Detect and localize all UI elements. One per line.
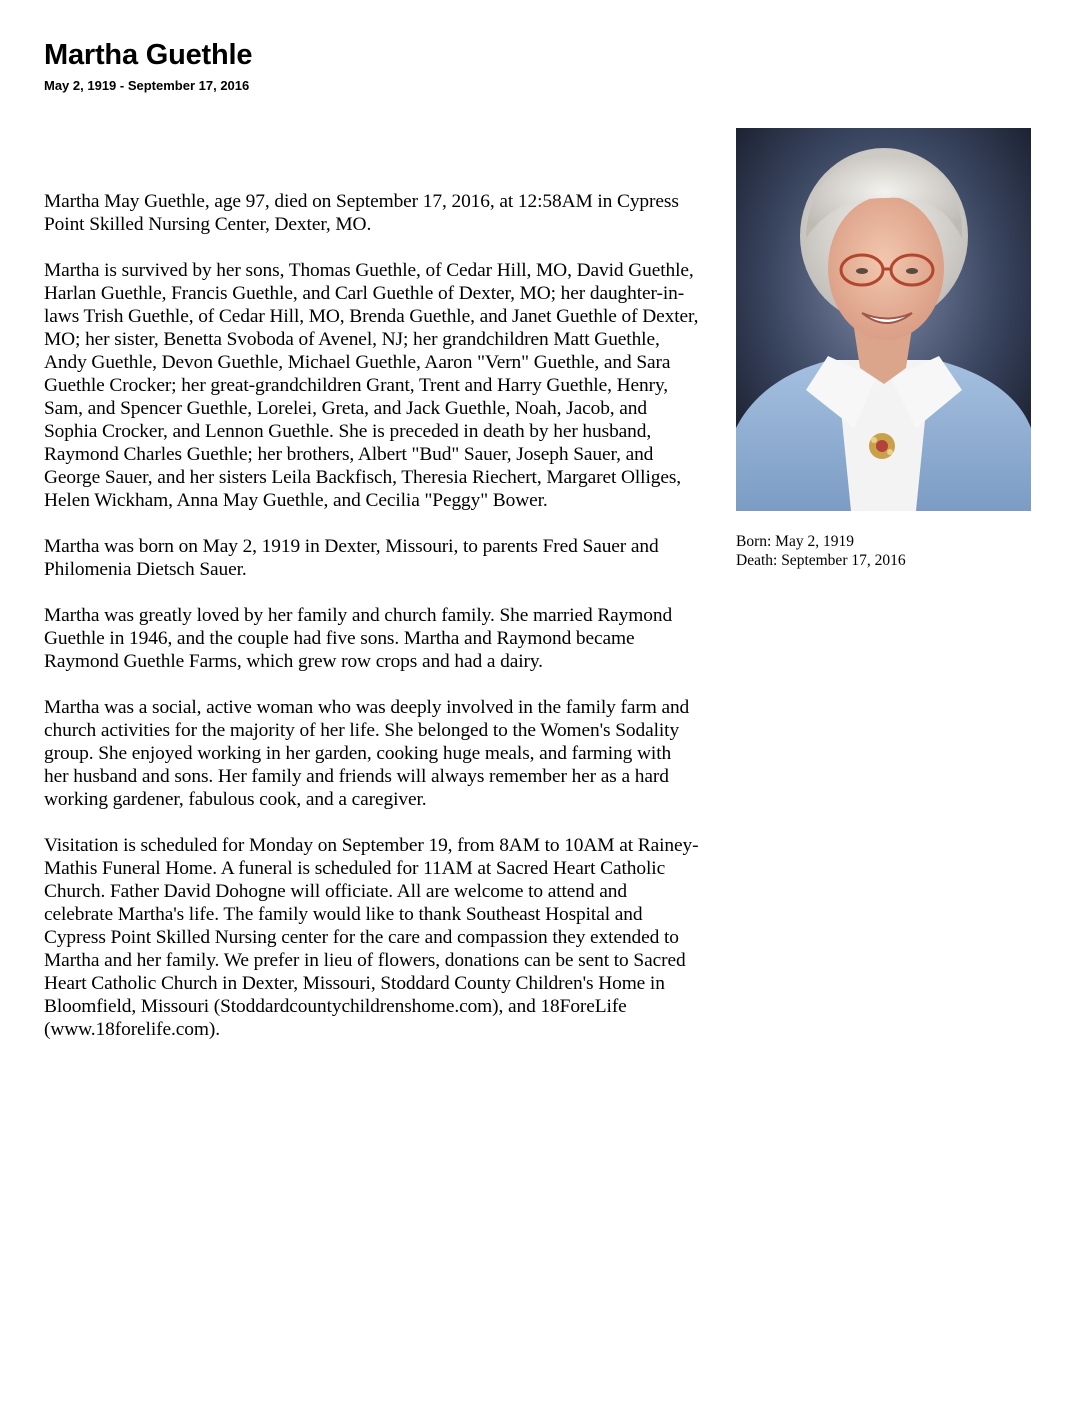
portrait-photo [736,128,1031,511]
portrait-photo-icon [736,128,1031,511]
death-date: Death: September 17, 2016 [736,552,906,569]
obituary-paragraph-services: Visitation is scheduled for Monday on September 19, from 8AM to 10AM at Rainey-Mathis Funeral Home. A funeral is scheduled for 11AM at Sacred Heart Catholic Church. Father David Dohogne will officiate. All are welcome to attend and celebrate Martha's life. The family would like to thank Southeast Hospital and Cypress Point Skilled Nursing center for the care and compassion they extended to Martha and her family. We prefer in lieu of flowers, donations can be sent to Sacred Heart Catholic Church in Dexter, Missouri, Stoddard County Children's Home in Bloomfield, Missouri (Stoddardcountychildrenshome.com), and 18ForeLife (www.18forelife.com). [44,835,699,1040]
page-title: Martha Guethle [44,39,253,71]
life-dates: May 2, 1919 - September 17, 2016 [44,78,250,93]
obituary-header [44,38,744,94]
obituary-paragraph-death: Martha May Guethle, age 97, died on September 17, 2016, at 12:58AM in Cypress Point Skilled Nursing Center, Dexter, MO. [44,191,679,235]
obituary-paragraph-birth: Martha was born on May 2, 1919 in Dexter, Missouri, to parents Fred Sauer and Philomenia Dietsch Sauer. [44,536,659,580]
obituary-paragraph-marriage: Martha was greatly loved by her family and church family. She married Raymond Guethle in 1946, and the couple had five sons. Martha and Raymond became Raymond Guethle Farms, which grew row crops and had a dairy. [44,605,673,672]
obituary-paragraph-survivors: Martha is survived by her sons, Thomas Guethle, of Cedar Hill, MO, David Guethle, Harlan Guethle, Francis Guethle, and Carl Guethle of Dexter, MO; her daughter-in-laws Trish Guethle, of Cedar Hill, MO, Brenda Guethle, and Janet Guethle of Dexter, MO; her sister, Benetta Svoboda of Avenel, NJ; her grandchildren Matt Guethle, Andy Guethle, Devon Guethle, Michael Guethle, Aaron "Vern" Guethle, and Sara Guethle Crocker; her great-grandchildren Grant, Trent and Harry Guethle, Henry, Sam, and Spencer Guethle, Lorelei, Greta, and Jack Guethle, Noah, Jacob, and Sophia Crocker, and Lennon Guethle. She is preceded in death by her husband, Raymond Charles Guethle; her brothers, Albert "Bud" Sauer, Joseph Sauer, and George Sauer, and her sisters Leila Backfisch, Theresia Riechert, Margaret Olliges, Helen Wickham, Anna May Guethle, and Cecilia "Peggy" Bower. [44,260,699,511]
born-date: Born: May 2, 1919 [736,533,854,550]
photo-caption [736,532,1066,570]
obituary-body [44,190,700,1064]
obituary-paragraph-life: Martha was a social, active woman who was deeply involved in the family farm and church activities for the majority of her life. She belonged to the Women's Sodality group. She enjoyed working in her garden, cooking huge meals, and farming with her husband and sons. Her family and friends will always remember her as a hard working gardener, fabulous cook, and a caregiver. [44,697,690,810]
